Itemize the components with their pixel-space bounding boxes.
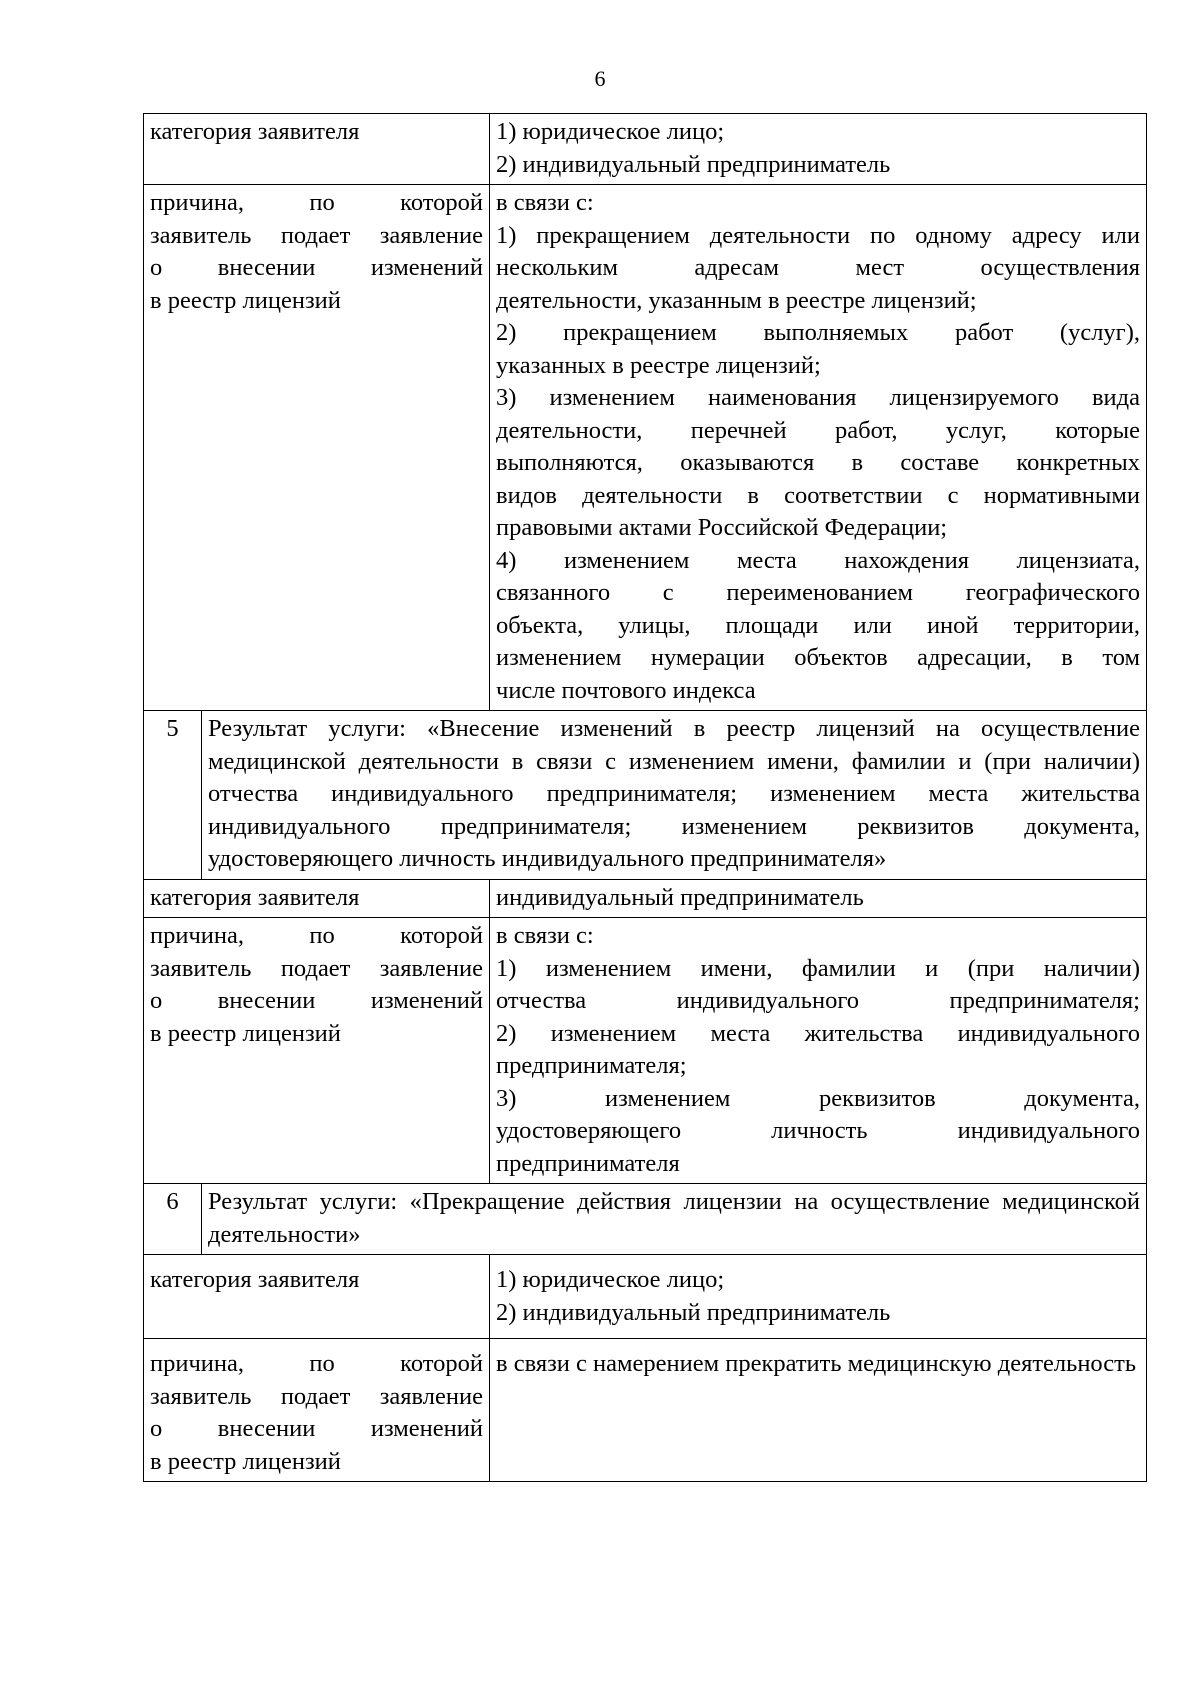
applicant-category-label: категория заявителя xyxy=(144,879,490,918)
reason-label: причина, по которой заявитель подает заявление о внесении изменений в реестр лицензий xyxy=(144,185,490,711)
service-result: Результат услуги: «Внесение изменений в реестр лицензий на осуществление медицинской деятельности в связи с изменением имени, фамилии и (при наличии) отчества индивидуального предпринимателя; изменением места жительства индивидуального предпринимателя; изменением реквизитов документа, удостоверяющего личность индивидуального предпринимателя» xyxy=(202,711,1147,880)
services-table xyxy=(143,113,1147,1482)
table-row xyxy=(144,1184,1147,1255)
table-row xyxy=(144,1255,1147,1339)
table-row xyxy=(144,711,1147,880)
list-item: 1) юридическое лицо; xyxy=(496,118,725,145)
service-result: Результат услуги: «Прекращение действия лицензии на осуществление медицинской деятельности» xyxy=(202,1184,1147,1255)
list-item: 2) индивидуальный предприниматель xyxy=(496,1298,891,1326)
page-number: 6 xyxy=(594,66,606,91)
reason-label: причина, по которой заявитель подает заявление о внесении изменений в реестр лицензий xyxy=(144,1339,490,1482)
applicant-category-value: индивидуальный предприниматель xyxy=(490,879,1147,918)
table-row xyxy=(144,114,1147,185)
row-number: 6 xyxy=(144,1184,202,1255)
list-item: 2) индивидуальный предприниматель xyxy=(496,150,891,178)
applicant-category-value xyxy=(490,114,1147,185)
table-row xyxy=(144,918,1147,1184)
row-number: 5 xyxy=(144,711,202,880)
reason-value: в связи с: 1) прекращением деятельности по одному адресу или нескольким адресам мест осуществления деятельности, указанным в реестре лицензий; 2) прекращением выполняемых работ (услуг), указанных в реестре лицензий; 3) изменением наименования лицензируемого вида деятельности, перечней работ, услуг, которые выполняются, оказываются в составе конкретных видов деятельности в соответствии с нормативными правовыми актами Российской Федерации; 4) изменением места нахождения лицензиата, связанного с переименованием географического объекта, улицы, площади или иной территории, изменением нумерации объектов адресации, в том числе почтового индекса xyxy=(490,185,1147,711)
applicant-category-label: категория заявителя xyxy=(144,114,490,185)
applicant-category-label: категория заявителя xyxy=(144,1255,490,1339)
table-row xyxy=(144,185,1147,711)
reason-value: в связи с намерением прекратить медицинскую деятельность xyxy=(490,1339,1147,1482)
applicant-category-value xyxy=(490,1255,1147,1339)
table-row xyxy=(144,1339,1147,1482)
reason-label: причина, по которой заявитель подает заявление о внесении изменений в реестр лицензий xyxy=(144,918,490,1184)
list-item: 1) юридическое лицо; xyxy=(496,1266,725,1293)
reason-value: в связи с: 1) изменением имени, фамилии и (при наличии) отчества индивидуального предпринимателя; 2) изменением места жительства индивидуального предпринимателя; 3) изменением реквизитов документа, удостоверяющего личность индивидуального предпринимателя xyxy=(490,918,1147,1184)
table-row xyxy=(144,879,1147,918)
